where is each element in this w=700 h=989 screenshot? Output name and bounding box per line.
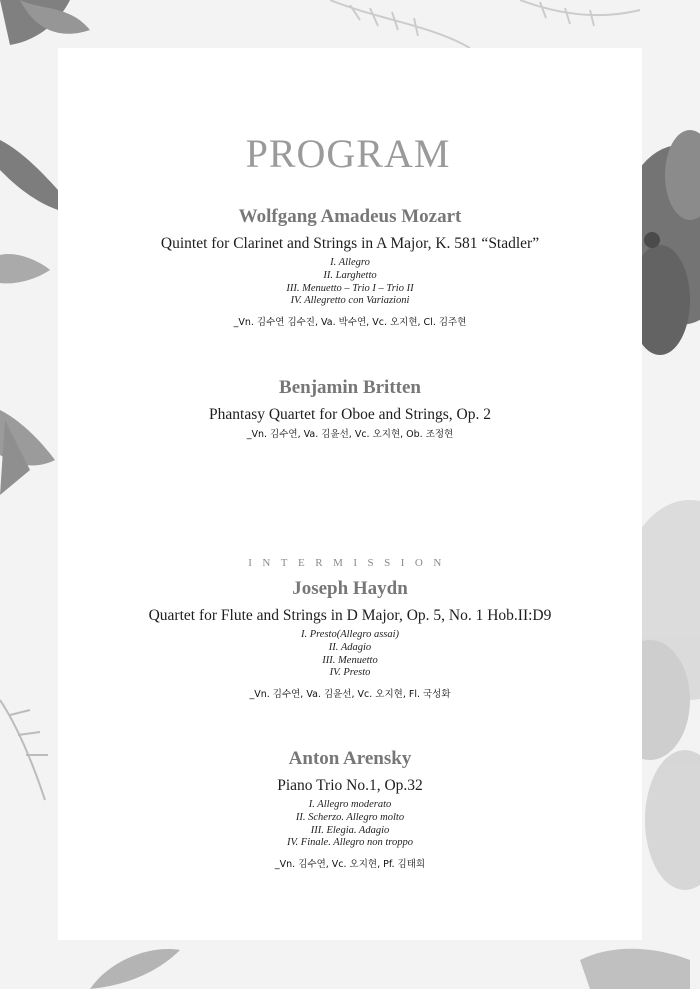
movement-item: IV. Allegretto con Variazioni [290, 295, 410, 307]
movement-item: III. Menuetto – Trio I – Trio II [286, 282, 414, 294]
movement-item: IV. Finale. Allegro non troppo [287, 837, 413, 849]
movement-item: II. Scherzo. Allegro molto [295, 811, 405, 823]
program-piece-mozart [58, 206, 642, 329]
program-piece-haydn [58, 578, 642, 701]
performer-list: _Vn. 김수연, Va. 김윤선, Vc. 오지현, Fl. 국성화 [249, 689, 451, 701]
composer-name: Anton Arensky [288, 748, 412, 769]
composer-name: Wolfgang Amadeus Mozart [238, 206, 462, 227]
movement-list [58, 799, 642, 850]
movement-item: I. Allegro moderato [308, 799, 392, 810]
work-title: Piano Trio No.1, Op.32 [277, 777, 423, 794]
composer-name: Benjamin Britten [279, 377, 421, 398]
performer-list: _Vn. 김수연 김수진, Va. 박수연, Vc. 오지현, Cl. 김주현 [233, 317, 467, 329]
program-card [58, 48, 642, 940]
movement-item: III. Menuetto [322, 654, 378, 666]
movement-list [58, 257, 642, 308]
movement-item: IV. Presto [329, 667, 371, 679]
work-title: Quintet for Clarinet and Strings in A Major, K. 581 “Stadler” [160, 235, 540, 252]
work-title: Phantasy Quartet for Oboe and Strings, Op. 2 [209, 406, 491, 423]
movement-item: I. Allegro [330, 257, 370, 268]
movement-item: III. Elegia. Adagio [310, 824, 390, 836]
movement-item: II. Larghetto [323, 269, 377, 281]
page-title: PROGRAM [245, 131, 451, 176]
movement-item: I. Presto(Allegro assai) [300, 629, 400, 640]
intermission-divider: INTERMISSION [248, 557, 452, 569]
performer-list: _Vn. 김수연, Va. 김윤선, Vc. 오지현, Ob. 조정현 [246, 429, 454, 440]
program-piece-arensky [58, 748, 642, 871]
work-title: Quartet for Flute and Strings in D Major, Op. 5, No. 1 Hob.II:D9 [148, 607, 552, 624]
program-piece-britten [58, 377, 642, 441]
performer-list: _Vn. 김수연, Vc. 오지현, Pf. 김태희 [274, 859, 426, 871]
movement-item: II. Adagio [328, 641, 372, 653]
composer-name: Joseph Haydn [292, 578, 408, 599]
movement-list [58, 629, 642, 680]
